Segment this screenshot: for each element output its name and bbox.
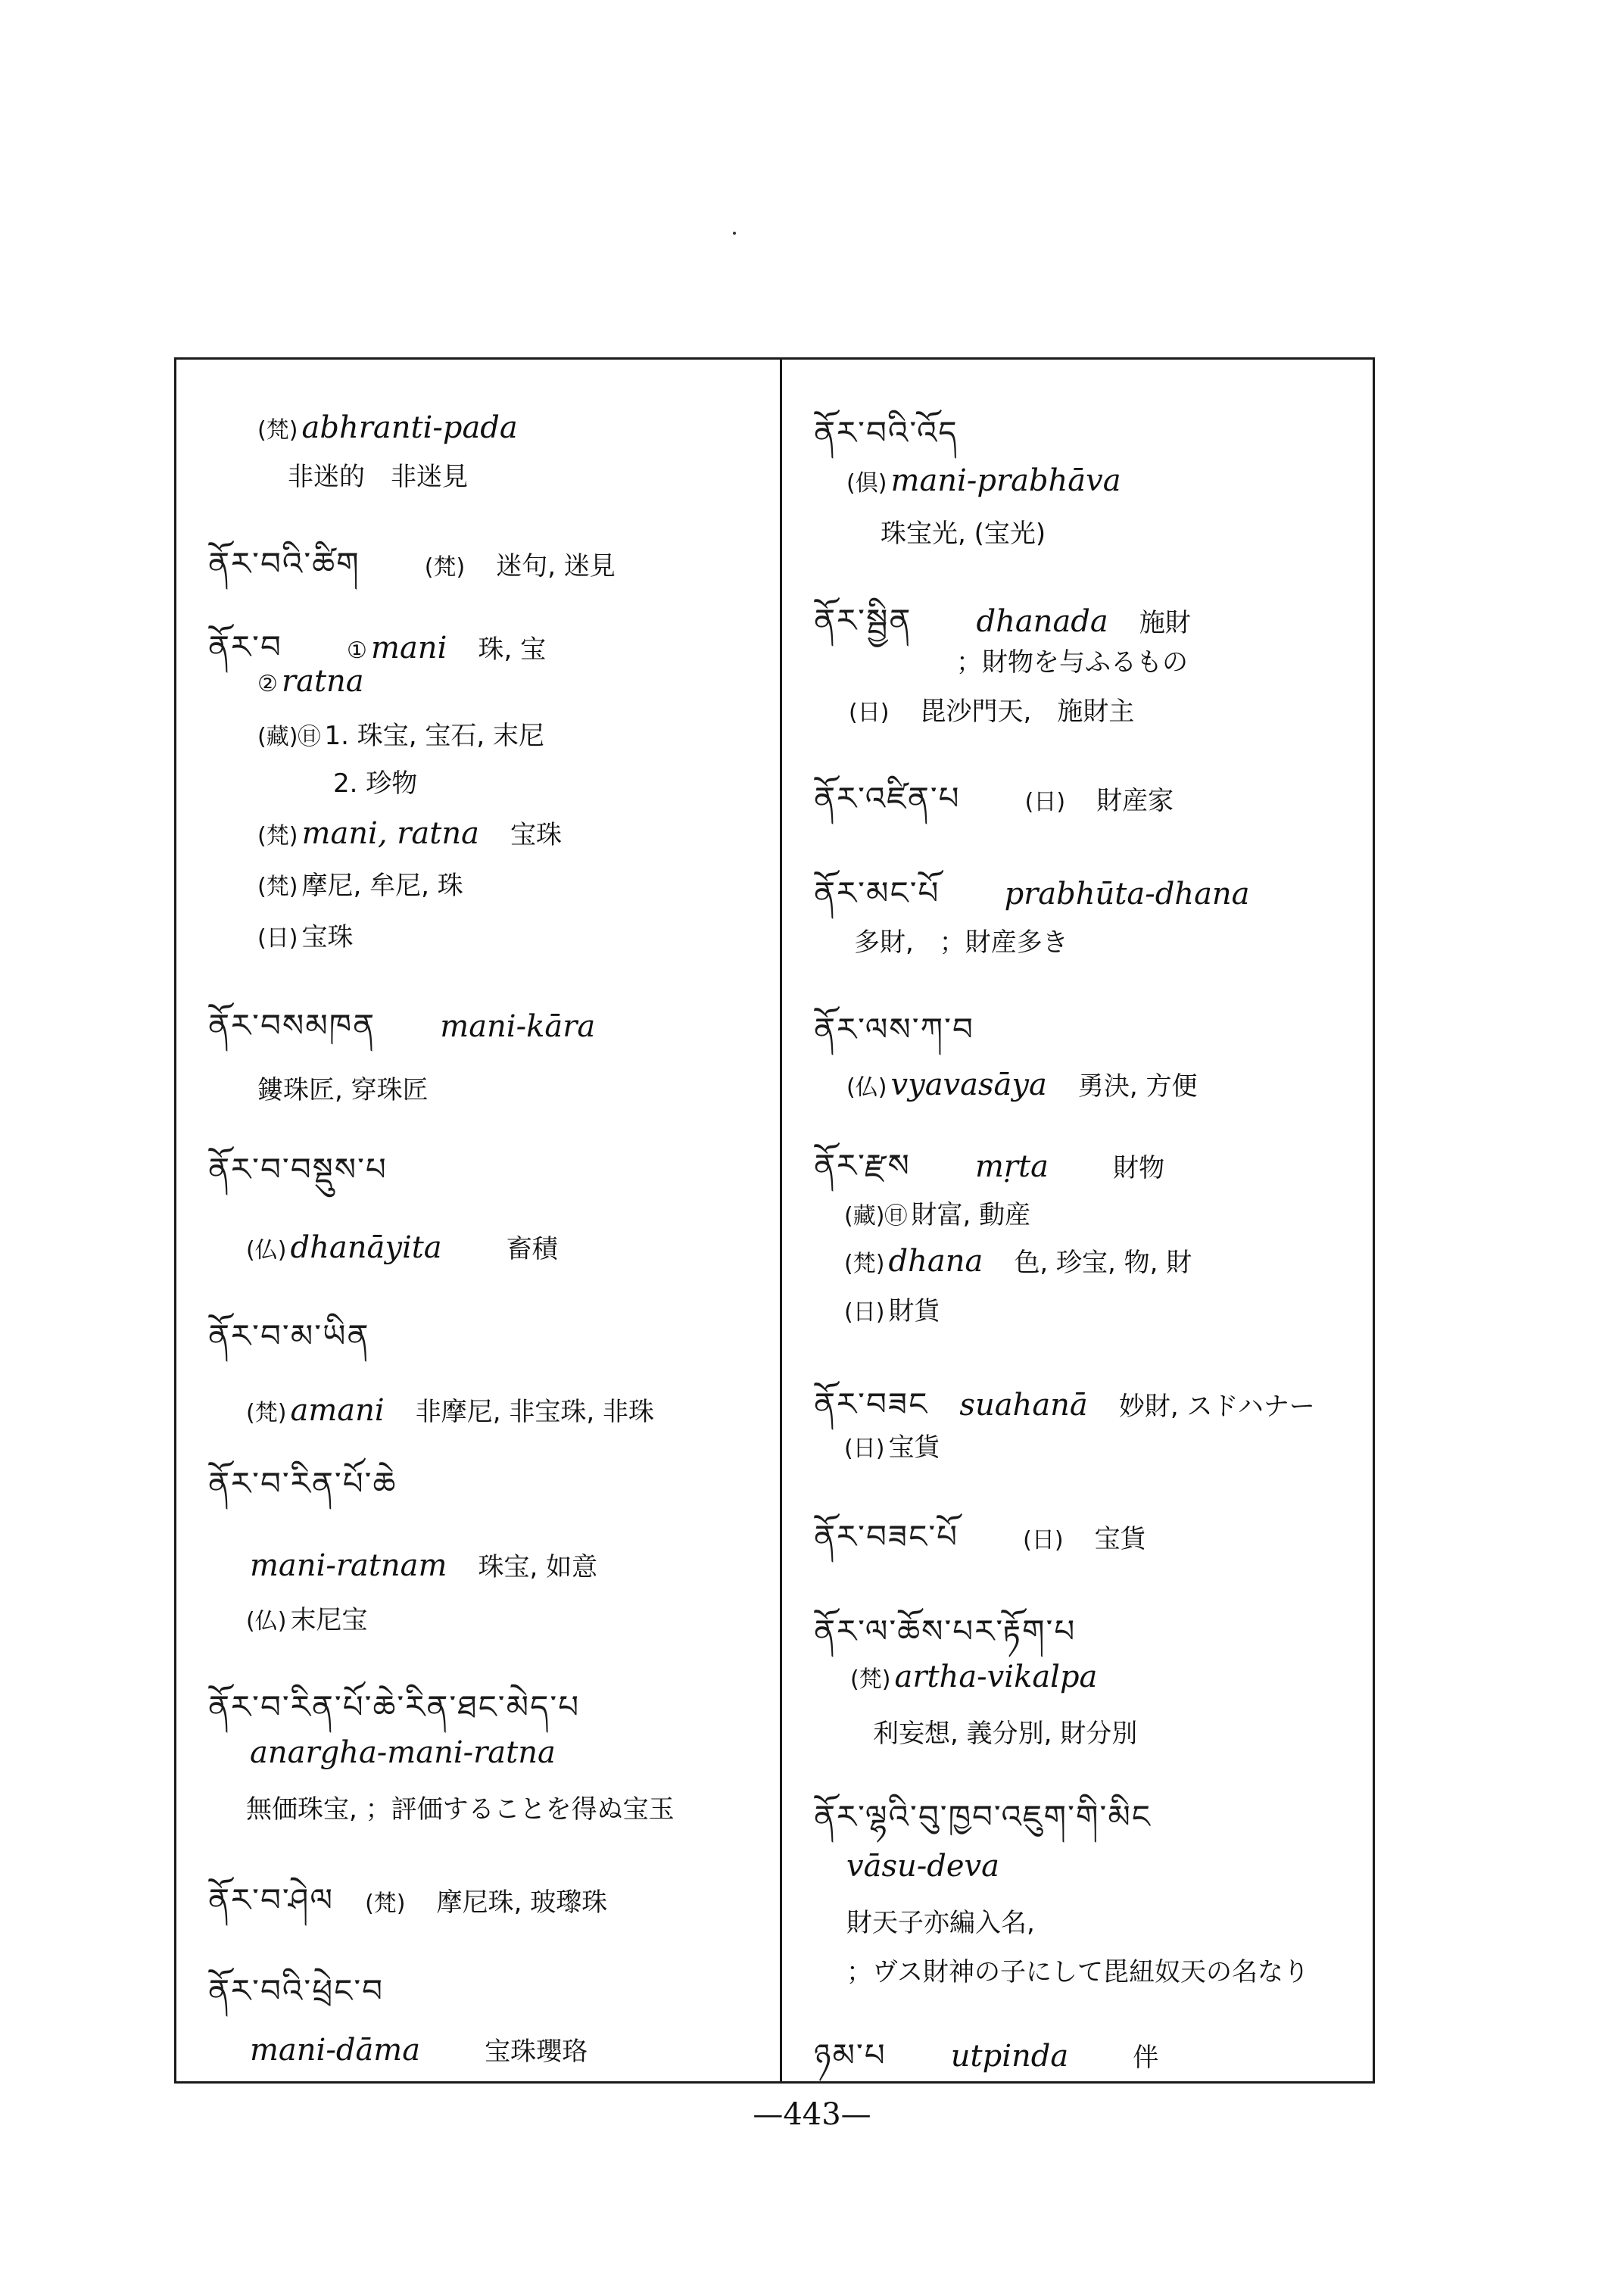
tibetan-headword: ནོར་བ་མ་ཡིན xyxy=(208,1317,370,1354)
tibetan-headword: ནོར་ལས་ཀ་བ xyxy=(814,1011,974,1048)
tibetan-headword: ནོར་བའི་འོད xyxy=(814,414,959,451)
entry-line xyxy=(846,463,1121,498)
japanese-gloss: 財物 xyxy=(1113,1153,1165,1183)
entry-line xyxy=(246,1391,654,1428)
japanese-gloss: 宝貨 xyxy=(1094,1524,1146,1554)
japanese-gloss: 財貨 xyxy=(888,1296,940,1326)
entry-line xyxy=(257,865,463,902)
source-label: (藏)㊐ xyxy=(257,724,321,750)
source-label: (梵) xyxy=(850,1666,891,1693)
tibetan-headword: ནོར་བའི་ཕྲེང་བ xyxy=(208,1972,385,2009)
japanese-gloss: 宝貨 xyxy=(888,1432,940,1463)
sanskrit-term: mṛta xyxy=(975,1149,1049,1184)
japanese-gloss: 珠宝, 如意 xyxy=(478,1552,598,1582)
japanese-gloss: 非迷的 非迷見 xyxy=(288,462,468,492)
japanese-gloss: 施財 xyxy=(1139,608,1191,638)
entry-line xyxy=(257,916,354,953)
tibetan-headword: ནོར་ལ་ཆོས་པར་རྟོག་པ xyxy=(814,1613,1077,1650)
sense-number: ① xyxy=(347,637,367,664)
tibetan-headword: ནོར་སྦྱིན xyxy=(814,602,912,639)
sense-number: ② xyxy=(257,671,278,697)
entry-line xyxy=(257,814,562,851)
entry-line xyxy=(846,1065,1198,1102)
headword-line xyxy=(208,1448,397,1538)
headword-line xyxy=(208,1300,370,1390)
sanskrit-term: anargha-mani-ratna xyxy=(250,1735,556,1770)
entry-line xyxy=(333,762,417,799)
tibetan-headword: ནོར་རྫས xyxy=(814,1147,911,1184)
source-label: (梵) xyxy=(365,1890,406,1917)
japanese-gloss: 財天子亦編入名, xyxy=(846,1908,1035,1938)
headword-line xyxy=(208,528,616,618)
sanskrit-term: vāsu-deva xyxy=(846,1849,999,1884)
japanese-gloss: 珠, 宝 xyxy=(478,634,547,665)
source-label: (仏) xyxy=(246,1237,287,1264)
sanskrit-term: prabhūta-dhana xyxy=(1004,877,1250,912)
entry-line xyxy=(257,664,364,699)
headword-line xyxy=(208,1864,607,1954)
entry-line xyxy=(873,1713,1137,1750)
source-label: (日) xyxy=(849,700,890,726)
tibetan-headword: ནོར་བ་ཤེལ xyxy=(208,1881,334,1918)
japanese-gloss: 2. 珍物 xyxy=(333,768,418,799)
tibetan-headword: ཉམ་པ xyxy=(814,2037,887,2074)
japanese-gloss: 利妄想, 義分別, 財分別 xyxy=(873,1719,1138,1749)
entry-line xyxy=(246,1228,558,1265)
tibetan-headword: ནོར་བ xyxy=(208,628,282,665)
source-label: (梵) xyxy=(257,874,298,900)
tibetan-headword: ནོར་བཟང་པོ xyxy=(814,1518,959,1555)
japanese-gloss: 迷句, 迷見 xyxy=(496,551,616,581)
japanese-gloss: 珠宝光, (宝光) xyxy=(881,519,1046,549)
japanese-gloss: 色, 珍宝, 物, 財 xyxy=(1014,1248,1192,1278)
entry-line xyxy=(956,641,1188,678)
tibetan-headword: ནོར་བ་བསྡུས་པ xyxy=(208,1151,388,1188)
sanskrit-term: mani-dāma xyxy=(250,2033,421,2068)
entry-line xyxy=(288,456,468,493)
sanskrit-term: ratna xyxy=(282,664,364,699)
japanese-gloss: 鏤珠匠, 穿珠匠 xyxy=(257,1075,429,1105)
entry-line xyxy=(250,2031,588,2068)
entry-line xyxy=(246,1788,675,1825)
source-label: (梵) xyxy=(246,1400,287,1426)
tibetan-headword: ནོར་བའི་ཚིག xyxy=(208,545,360,582)
entry-line xyxy=(844,1194,1030,1231)
entry-line xyxy=(846,1951,1309,1988)
headword-line xyxy=(208,990,595,1080)
japanese-gloss: 財富, 動産 xyxy=(911,1200,1031,1230)
entry-line xyxy=(844,1426,940,1463)
headword-line xyxy=(814,1501,1146,1591)
entry-line xyxy=(846,1849,999,1884)
japanese-gloss: 財産家 xyxy=(1096,786,1174,816)
sanskrit-term: mani xyxy=(371,631,447,665)
source-label: (日) xyxy=(1023,1527,1064,1554)
entry-line xyxy=(257,715,544,752)
sanskrit-term: dhana xyxy=(888,1244,983,1279)
source-label: (日) xyxy=(257,925,298,952)
japanese-gloss: 畜積 xyxy=(506,1234,558,1264)
entry-line xyxy=(250,1546,597,1583)
entry-line xyxy=(250,1735,556,1770)
sanskrit-term: abhranti-pada xyxy=(301,410,518,445)
japanese-gloss: 無価珠宝, ；評価することを得ぬ宝玉 xyxy=(246,1794,675,1825)
japanese-gloss: 勇決, 方便 xyxy=(1077,1071,1198,1102)
source-label: (仏) xyxy=(246,1608,287,1635)
source-label: (日) xyxy=(844,1435,885,1462)
tibetan-headword: ནོར་བསམཁན xyxy=(208,1007,376,1044)
sanskrit-term: utpinda xyxy=(950,2039,1069,2074)
scan-speck xyxy=(733,232,736,235)
japanese-gloss: 宝珠 xyxy=(301,922,354,952)
entry-line xyxy=(257,1069,429,1106)
tibetan-headword: ནོར་འཛིན་པ xyxy=(814,780,961,817)
japanese-gloss: 宝珠瓔珞 xyxy=(485,2037,588,2067)
japanese-gloss: ；ヴス財神の子にして毘紐奴天の名なり xyxy=(846,1957,1309,1987)
japanese-gloss: 末尼宝 xyxy=(290,1605,368,1635)
japanese-gloss: 妙財, スドハナー xyxy=(1118,1392,1315,1422)
sanskrit-term: artha-vikalpa xyxy=(894,1660,1098,1694)
japanese-gloss: 宝珠 xyxy=(510,820,563,850)
sanskrit-term: suahanā xyxy=(959,1388,1088,1423)
sanskrit-term: amani xyxy=(290,1393,385,1428)
japanese-gloss: 非摩尼, 非宝珠, 非珠 xyxy=(415,1397,655,1427)
source-label: (梵) xyxy=(844,1251,885,1277)
source-label: (藏)㊐ xyxy=(844,1203,908,1230)
sanskrit-term: mani-prabhāva xyxy=(890,463,1121,498)
tibetan-headword: ནོར་བཟང xyxy=(814,1385,929,1423)
entry-line xyxy=(846,1902,1035,1939)
tibetan-headword: ནོར་ལྷའི་བུ་ཁྱབ་འཇུག་གི་མིང xyxy=(814,1798,1152,1835)
source-label: (日) xyxy=(1024,789,1066,815)
entry-line xyxy=(246,1599,368,1636)
entry-line xyxy=(854,921,1068,958)
japanese-gloss: 摩尼珠, 玻瓈珠 xyxy=(436,1887,608,1918)
source-label: (日) xyxy=(844,1299,885,1326)
sanskrit-term: vyavasāya xyxy=(890,1068,1047,1102)
headword-line xyxy=(814,2019,1158,2109)
sanskrit-term: dhanāyita xyxy=(290,1230,442,1265)
japanese-gloss: 毘沙門天, 施財主 xyxy=(920,697,1135,727)
tibetan-headword: ནོར་བ་རིན་པོ་ཆེ xyxy=(208,1465,397,1502)
sanskrit-term: mani-ratnam xyxy=(250,1548,447,1583)
entry-line xyxy=(844,1290,940,1327)
source-label: (梵) xyxy=(257,417,298,444)
headword-line xyxy=(208,1133,388,1223)
japanese-gloss: 1. 珠宝, 宝石, 末尼 xyxy=(324,721,544,751)
headword-line xyxy=(814,762,1174,852)
entry-line xyxy=(257,410,518,445)
japanese-gloss: 伴 xyxy=(1133,2043,1159,2073)
source-label: (仏) xyxy=(846,1074,887,1101)
entry-line xyxy=(844,1242,1192,1279)
sanskrit-term: dhanada xyxy=(976,604,1108,639)
tibetan-headword: ནོར་མང་པོ xyxy=(814,874,940,912)
tibetan-headword: ནོར་བ་རིན་པོ་ཆེ་རིན་ཐང་མེད་པ xyxy=(208,1688,581,1725)
japanese-gloss: 多財, ；財産多き xyxy=(854,927,1068,958)
source-label: (倶) xyxy=(846,470,887,497)
sanskrit-term: mani, ratna xyxy=(301,816,479,851)
entry-line xyxy=(849,690,1134,728)
page-number: —443— xyxy=(753,2097,871,2132)
entry-line xyxy=(881,513,1046,550)
japanese-gloss: ；財物を与ふるもの xyxy=(956,647,1188,678)
source-label: (梵) xyxy=(424,554,466,581)
japanese-gloss: 摩尼, 牟尼, 珠 xyxy=(301,871,463,901)
entry-line xyxy=(850,1660,1097,1694)
sanskrit-term: mani-kāra xyxy=(440,1009,596,1044)
source-label: (梵) xyxy=(257,823,298,849)
column-divider xyxy=(780,357,782,2084)
